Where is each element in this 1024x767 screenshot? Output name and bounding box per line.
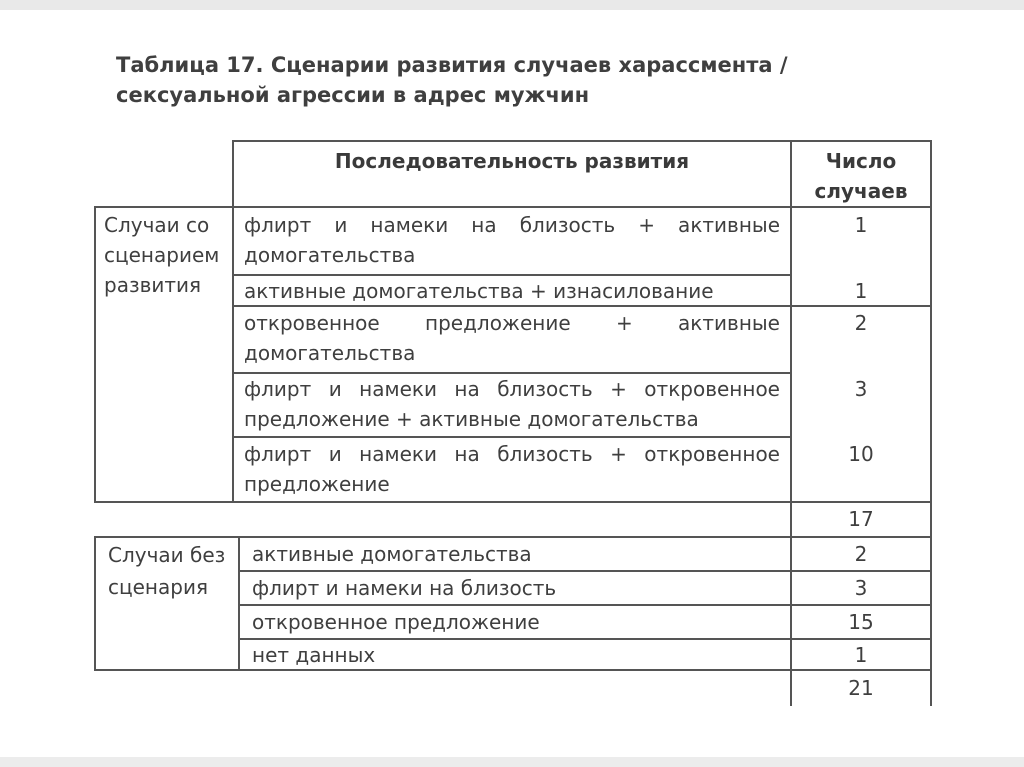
group1-label-divider — [232, 206, 234, 502]
table-right-border — [930, 140, 932, 706]
table-row-sequence: флирт и намеки на близость + откровенное предложение + активные домогательства — [244, 377, 780, 431]
group2-label-divider — [238, 536, 240, 670]
table-row-sequence: активные домогательства — [252, 542, 532, 566]
table-row-sequence: нет данных — [252, 643, 376, 667]
header-bottom-border — [94, 206, 932, 208]
table-row-sequence: активные домогательства + изнасилование — [244, 279, 714, 303]
table-row-count: 2 — [854, 311, 868, 335]
table-top-border — [232, 140, 932, 142]
table-row-sequence: флирт и намеки на близость + активные домогательства — [244, 213, 780, 267]
row-divider — [238, 570, 932, 572]
group2-label-line1: Случаи без — [108, 543, 226, 567]
table-row-count: 3 — [854, 576, 868, 600]
header-count-line2: случаев — [814, 179, 908, 203]
bottom-frame-border — [0, 757, 1024, 767]
table-row-sequence: флирт и намеки на близость — [252, 576, 557, 600]
header-count-line1: Число — [825, 149, 897, 173]
group1-label-line1: Случаи со — [104, 213, 210, 237]
table-title: Таблица 17. Сценарии развития случаев харассмента / сексуальной агрессии в адрес мужчин — [116, 53, 788, 107]
table-row-sequence: флирт и намеки на близость + откровенное предложение — [244, 442, 780, 496]
group2-label-line2: сценария — [108, 575, 208, 599]
table-row-count: 15 — [848, 610, 874, 634]
table-row-sequence: откровенное предложение — [252, 610, 540, 634]
header-sequence: Последовательность развития — [334, 149, 690, 173]
table-row-count: 3 — [854, 377, 868, 401]
group1-label-line3: развития — [104, 273, 202, 297]
table-row-count: 1 — [854, 279, 868, 303]
table-row-count: 1 — [854, 213, 868, 237]
row-divider — [238, 604, 932, 606]
group2-left-border — [94, 536, 96, 670]
table-row-count: 1 — [854, 643, 868, 667]
table-row-count: 10 — [848, 442, 874, 466]
group1-label-line2: сценарием — [104, 243, 220, 267]
row-divider — [232, 436, 790, 438]
group2-total: 21 — [848, 676, 874, 700]
table-row-count: 2 — [854, 542, 868, 566]
group1-bottom-border — [94, 501, 932, 503]
top-frame-border — [0, 0, 1024, 10]
group1-left-border — [94, 206, 96, 502]
table-row-sequence: откровенное предложение + активные домогательства — [244, 311, 780, 365]
total1-bottom-border — [94, 536, 932, 538]
group1-total: 17 — [848, 507, 874, 531]
